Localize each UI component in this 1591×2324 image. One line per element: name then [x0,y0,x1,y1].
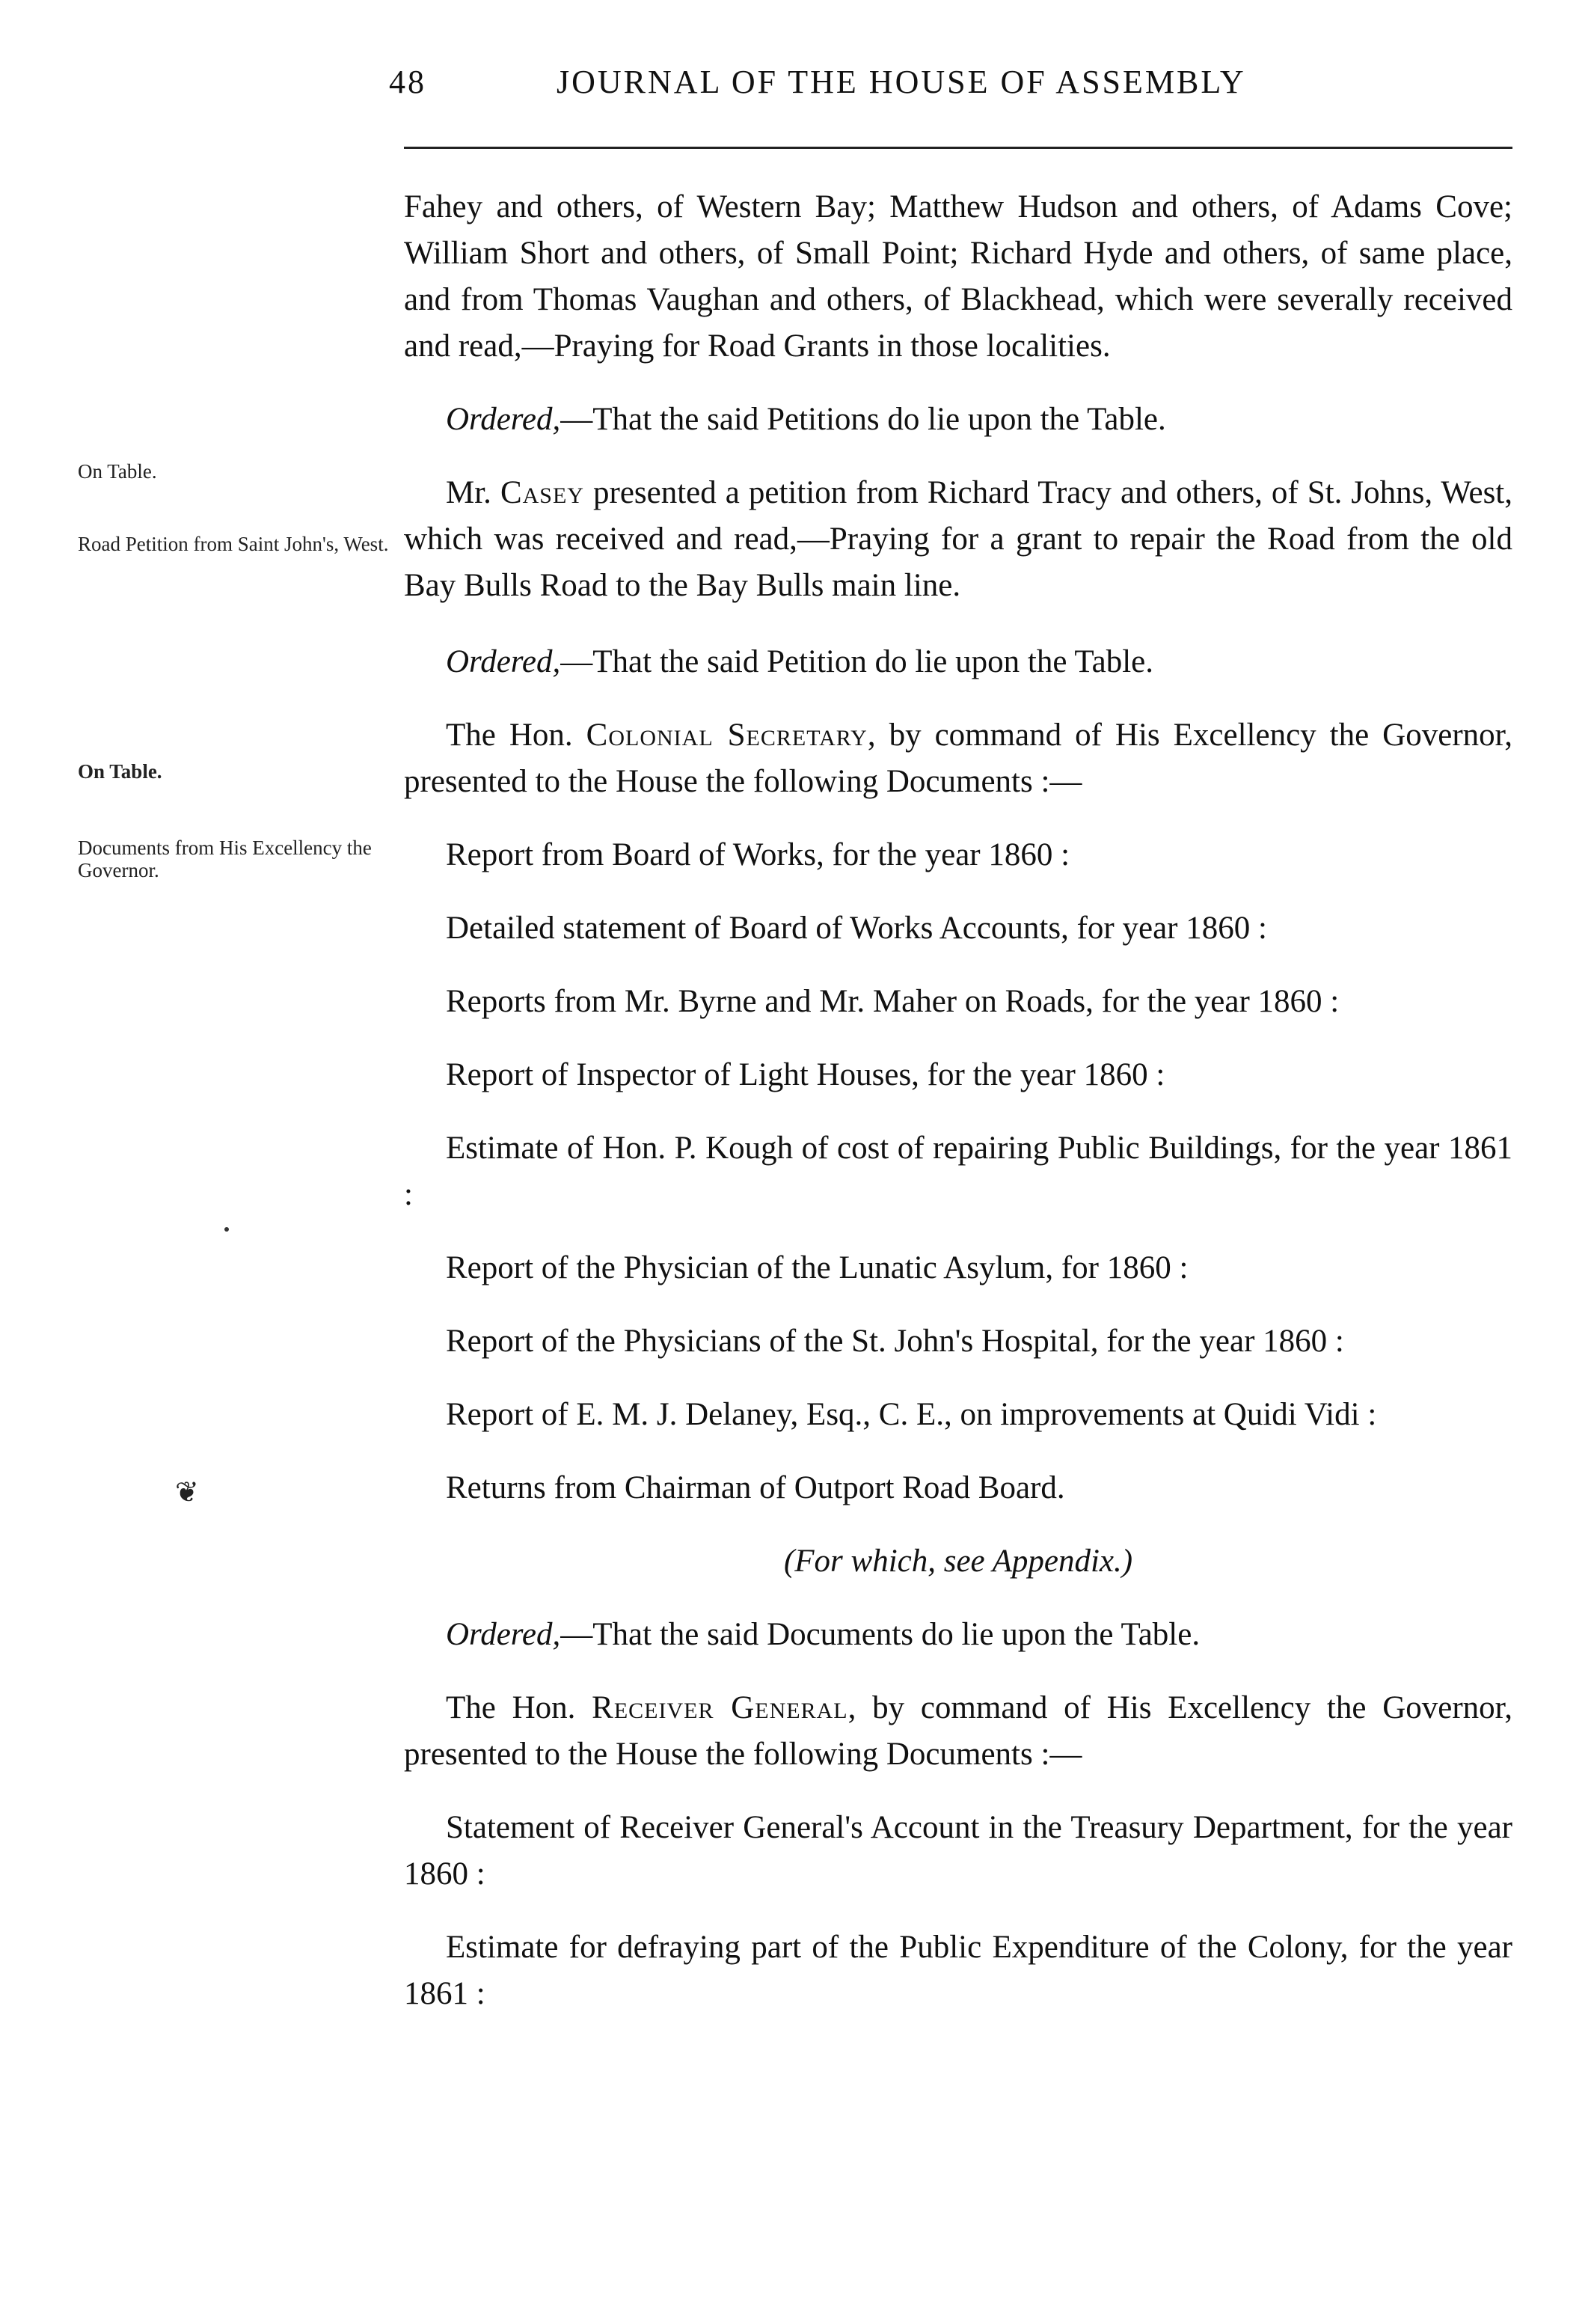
ordered-paragraph [404,397,1512,443]
casey-petition-paragraph [404,470,1512,609]
journal-title: JOURNAL OF THE HOUSE OF ASSEMBLY [557,64,1246,100]
ordered-label: Ordered, [446,402,561,437]
honorific: The Hon. [446,718,573,753]
document-item: Report from Board of Works, for the year 1860 : [446,837,1070,872]
document-item: Statement of Receiver General's Account in the Treasury Department, for the year 1860 : [404,1810,1512,1892]
document-item: Report of the Physicians of the St. John's Hospital, for the year 1860 : [446,1324,1344,1359]
document-item: Reports from Mr. Byrne and Mr. Maher on Roads, for the year 1860 : [446,984,1340,1019]
document-item: Estimate for defraying part of the Public Expenditure of the Colony, for the year 1861 : [404,1930,1512,2011]
office-title: Receiver General [592,1690,848,1725]
page-number: 48 [389,64,426,100]
document-item: Report of E. M. J. Delaney, Esq., C. E., on improvements at Quidi Vidi : [446,1397,1377,1432]
margin-note-documents: Documents from His Excellency the Governor. [78,837,372,881]
petition-text: presented a petition from Richard Tracy and others, of St. Johns, West, which was received and read,—Praying for a grant to repair the Road from the old Bay Bulls Road to the Bay Bulls main line. [404,475,1512,603]
ordered-text: —That the said Documents do lie upon the Table. [560,1617,1201,1652]
margin-note-on-table: On Table. [78,460,157,483]
ordered-text: —That the said Petitions do lie upon the Table. [560,402,1166,437]
honorific: Mr. [446,475,491,510]
ordered-text: —That the said Petition do lie upon the Table. [560,644,1154,679]
receiver-paragraph [404,1685,1512,1778]
presentation-text: , by command of His Excellency the Governor, presented to the House the following Documents :— [404,1690,1513,1772]
paragraph-petitions-list: Fahey and others, of Western Bay; Matthew Hudson and others, of Adams Cove; William Short and others, of Small Point; Richard Hyde and others, of same place, and from Thomas Vaughan and others, of Blackhead, which were severally received and read,—Praying for Road Grants in those localities. [404,189,1512,364]
print-speck [224,1227,229,1232]
document-item: Report of the Physician of the Lunatic Asylum, for 1860 : [446,1250,1189,1285]
main-text-column [404,184,1512,2017]
running-header [389,63,1511,115]
header-rule [404,147,1512,149]
margin-note-road-petition: Road Petition from Saint John's, West. [78,533,389,555]
ordered-label: Ordered, [446,644,561,679]
office-title: Colonial Secretary [586,718,868,753]
secretary-paragraph [404,712,1512,805]
member-name: Casey [500,475,584,510]
margin-note-on-table: On Table. [78,760,162,783]
appendix-note: (For which, see Appendix.) [783,1544,1133,1579]
honorific: The Hon. [446,1690,576,1725]
ordered-label: Ordered, [446,1617,561,1652]
ordered-paragraph [404,639,1512,685]
document-item: Detailed statement of Board of Works Accounts, for year 1860 : [446,911,1267,946]
ordered-paragraph [404,1612,1512,1658]
print-blot: ❦ [175,1477,199,1508]
document-item: Report of Inspector of Light Houses, for the year 1860 : [446,1057,1165,1092]
presentation-text: , by command of His Excellency the Governor, presented to the House the following Documents :— [404,718,1512,799]
document-item: Estimate of Hon. P. Kough of cost of repairing Public Buildings, for the year 1861 : [404,1131,1512,1212]
document-item: Returns from Chairman of Outport Road Board. [446,1470,1065,1505]
